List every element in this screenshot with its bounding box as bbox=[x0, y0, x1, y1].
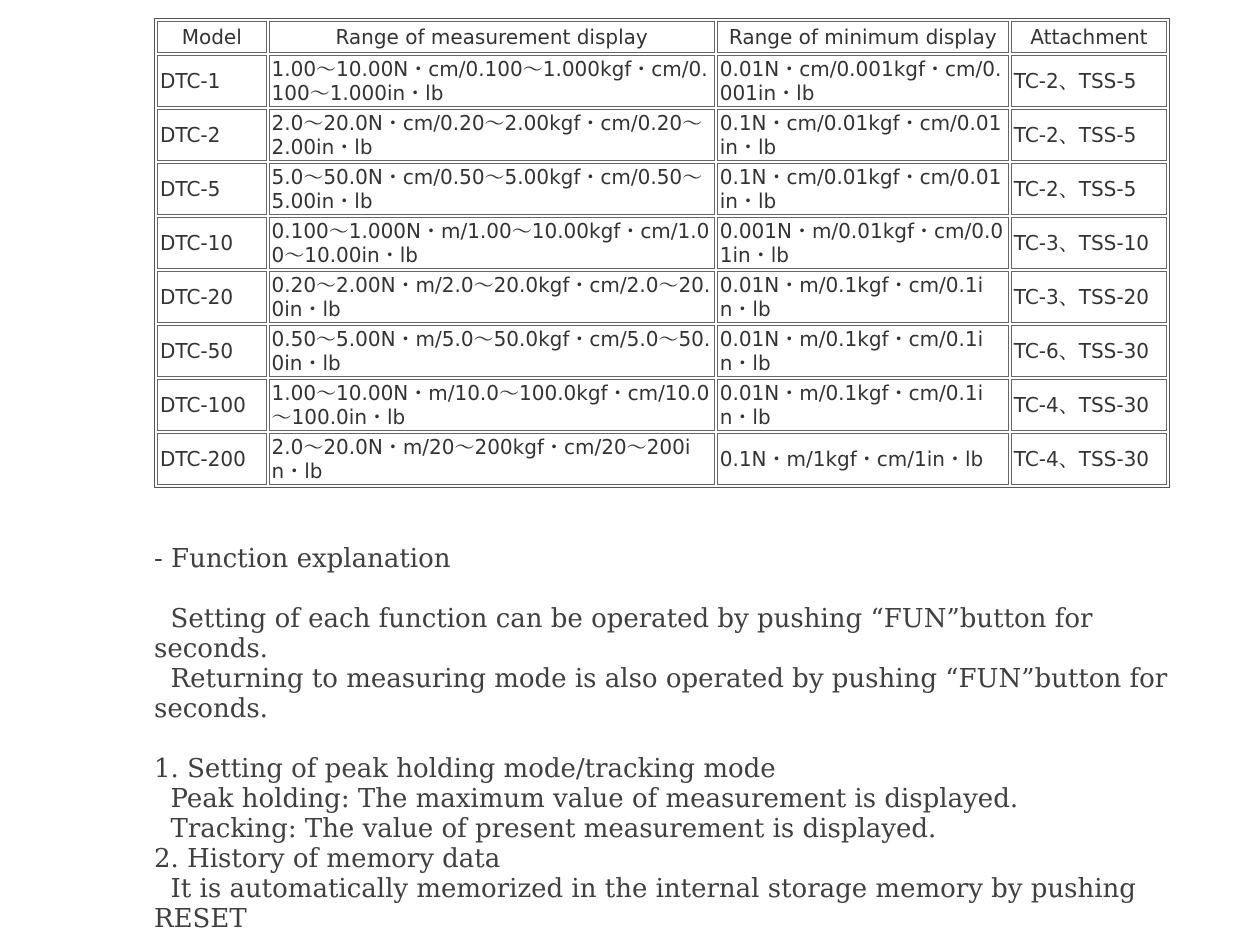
table-row bbox=[157, 379, 1167, 431]
cell-measurement-range: 0.100～1.000N・m/1.00～10.00kgf・cm/1.00～10.00in・lb bbox=[269, 217, 715, 269]
cell-minimum-display: 0.01N・m/0.1kgf・cm/0.1in・lb bbox=[717, 325, 1009, 377]
item-1-line-1: Peak holding: The maximum value of measurement is displayed. bbox=[154, 784, 1019, 814]
cell-minimum-display: 0.001N・m/0.01kgf・cm/0.01in・lb bbox=[717, 217, 1009, 269]
table-row bbox=[157, 325, 1167, 377]
table-row bbox=[157, 271, 1167, 323]
cell-attachment: TC-4、TSS-30 bbox=[1011, 379, 1167, 431]
cell-measurement-range: 5.0～50.0N・cm/0.50～5.00kgf・cm/0.50～5.00in・lb bbox=[269, 163, 715, 215]
table-header-row bbox=[157, 21, 1167, 53]
cell-minimum-display: 0.01N・m/0.1kgf・cm/0.1in・lb bbox=[717, 271, 1009, 323]
function-list bbox=[154, 754, 1174, 934]
cell-attachment: TC-3、TSS-10 bbox=[1011, 217, 1167, 269]
cell-attachment: TC-2、TSS-5 bbox=[1011, 109, 1167, 161]
item-2-line-1: It is automatically memorized in the internal storage memory by pushing RESET bbox=[154, 874, 1145, 934]
cell-measurement-range: 1.00～10.00N・m/10.0～100.0kgf・cm/10.0～100.0in・lb bbox=[269, 379, 715, 431]
cell-minimum-display: 0.1N・cm/0.01kgf・cm/0.01in・lb bbox=[717, 163, 1009, 215]
cell-measurement-range: 0.50～5.00N・m/5.0～50.0kgf・cm/5.0～50.0in・lb bbox=[269, 325, 715, 377]
cell-model: DTC-100 bbox=[157, 379, 267, 431]
cell-model: DTC-20 bbox=[157, 271, 267, 323]
cell-attachment: TC-4、TSS-30 bbox=[1011, 433, 1167, 485]
function-intro bbox=[154, 604, 1174, 724]
header-model: Model bbox=[157, 21, 267, 53]
cell-minimum-display: 0.01N・m/0.1kgf・cm/0.1in・lb bbox=[717, 379, 1009, 431]
cell-model: DTC-50 bbox=[157, 325, 267, 377]
intro-line-1: Setting of each function can be operated by pushing “FUN”button for seconds. bbox=[154, 604, 1101, 664]
header-minimum-display: Range of minimum display bbox=[717, 21, 1009, 53]
cell-model: DTC-2 bbox=[157, 109, 267, 161]
item-1-line-2: Tracking: The value of present measurement is displayed. bbox=[154, 814, 937, 844]
cell-minimum-display: 0.1N・cm/0.01kgf・cm/0.01in・lb bbox=[717, 109, 1009, 161]
cell-model: DTC-1 bbox=[157, 55, 267, 107]
table-row bbox=[157, 163, 1167, 215]
document-page bbox=[154, 18, 1174, 934]
table-row bbox=[157, 217, 1167, 269]
table-row bbox=[157, 55, 1167, 107]
cell-measurement-range: 0.20～2.00N・m/2.0～20.0kgf・cm/2.0～20.0in・lb bbox=[269, 271, 715, 323]
cell-measurement-range: 2.0～20.0N・m/20～200kgf・cm/20～200in・lb bbox=[269, 433, 715, 485]
cell-measurement-range: 2.0～20.0N・cm/0.20～2.00kgf・cm/0.20～2.00in・lb bbox=[269, 109, 715, 161]
cell-model: DTC-10 bbox=[157, 217, 267, 269]
function-section-title: - Function explanation bbox=[154, 544, 451, 574]
spec-table bbox=[154, 18, 1170, 488]
cell-attachment: TC-3、TSS-20 bbox=[1011, 271, 1167, 323]
cell-minimum-display: 0.01N・cm/0.001kgf・cm/0.001in・lb bbox=[717, 55, 1009, 107]
cell-attachment: TC-6、TSS-30 bbox=[1011, 325, 1167, 377]
cell-model: DTC-200 bbox=[157, 433, 267, 485]
cell-attachment: TC-2、TSS-5 bbox=[1011, 55, 1167, 107]
cell-measurement-range: 1.00～10.00N・cm/0.100～1.000kgf・cm/0.100～1.000in・lb bbox=[269, 55, 715, 107]
table-row bbox=[157, 109, 1167, 161]
header-attachment: Attachment bbox=[1011, 21, 1167, 53]
item-1-title: 1. Setting of peak holding mode/tracking mode bbox=[154, 754, 776, 784]
cell-model: DTC-5 bbox=[157, 163, 267, 215]
item-2-title: 2. History of memory data bbox=[154, 844, 501, 874]
intro-line-2: Returning to measuring mode is also operated by pushing “FUN”button for seconds. bbox=[154, 664, 1176, 724]
cell-attachment: TC-2、TSS-5 bbox=[1011, 163, 1167, 215]
table-row bbox=[157, 433, 1167, 485]
header-measurement-range: Range of measurement display bbox=[269, 21, 715, 53]
cell-minimum-display: 0.1N・m/1kgf・cm/1in・lb bbox=[717, 433, 1009, 485]
